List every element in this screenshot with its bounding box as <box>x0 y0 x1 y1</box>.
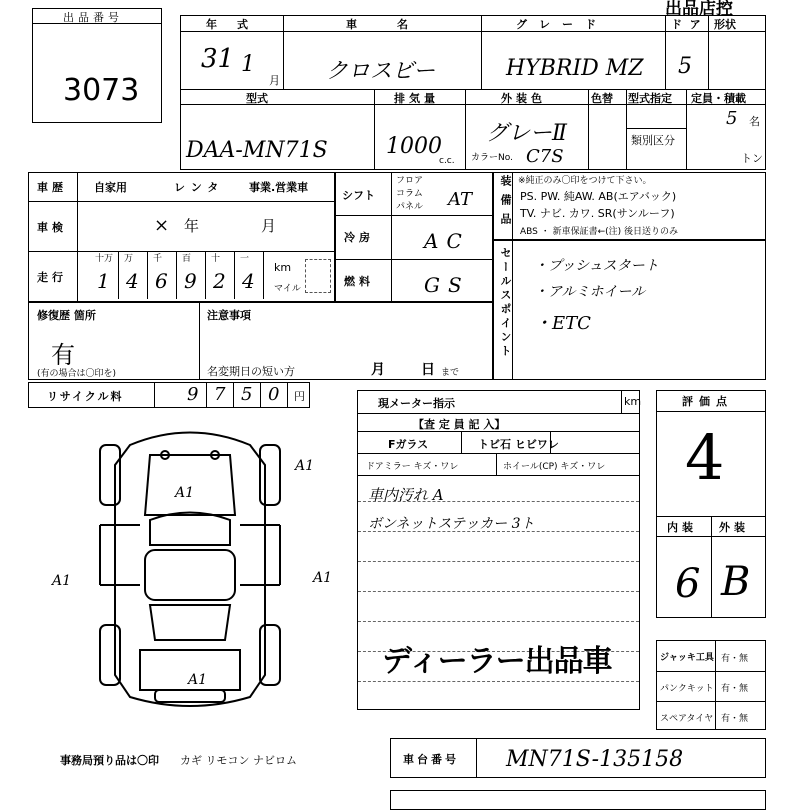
damage-mark-5: A1 <box>188 672 208 688</box>
vehicle-info <box>180 15 766 170</box>
capacity-value: 5 <box>726 108 738 129</box>
recycle-digit: 5 <box>241 384 253 405</box>
bottom-partial-box <box>390 790 766 810</box>
mileage-digit: 4 <box>242 269 255 293</box>
mileage-digit: 9 <box>184 269 197 293</box>
color-no-value: C7S <box>526 146 564 167</box>
damage-mark-1: A1 <box>295 458 315 474</box>
model-value: DAA-MN71S <box>186 138 328 163</box>
repair-value: 有 <box>51 341 75 369</box>
repair-note: (有の場合は〇印を) <box>37 369 117 379</box>
damage-mark-4: A1 <box>313 570 333 586</box>
wheel-label: ホイール(CP) キズ・ワレ <box>503 462 606 472</box>
caution-label: 注意事項 <box>207 309 251 322</box>
repair-section <box>28 302 493 380</box>
grade-value: 4 <box>685 421 725 494</box>
damage-mark-3: A1 <box>52 573 72 589</box>
inspection-year-unit: 年 <box>184 217 200 235</box>
shift-value: AT <box>448 189 473 210</box>
grade-label: グレード <box>516 18 608 31</box>
accessory-puncture-label: パンクキット <box>660 684 714 694</box>
exterior-value: B <box>721 559 751 605</box>
office-note: 事務局預り品は〇印 <box>60 754 159 767</box>
equipment-row1: PS. PW. 純AW. AB(エアバック) <box>520 190 677 203</box>
interior-label: 内装 <box>667 521 697 534</box>
displacement-value: 1000 <box>386 134 442 159</box>
history-option-business[interactable]: 事業.営業車 <box>249 181 309 194</box>
displacement-label: 排気量 <box>394 92 439 105</box>
name-change-day: 日 <box>421 362 435 378</box>
mileage-digit-label: 百 <box>182 254 192 264</box>
exterior-color-value: グレーⅡ <box>486 121 567 146</box>
ac-label: 冷房 <box>344 231 374 244</box>
year-value: 31 <box>201 44 235 74</box>
name-change-month: 月 <box>371 362 385 378</box>
category-label: 類別区分 <box>631 134 675 147</box>
color-no-label: カラーNo. <box>471 153 513 163</box>
recycle-digit: 7 <box>214 384 226 405</box>
month-value: 1 <box>241 52 255 77</box>
repaint-label: 色替 <box>591 92 613 105</box>
displacement-unit: c.c. <box>439 156 455 166</box>
note-2: ボンネットステッカー 3ト <box>368 516 535 532</box>
interior-value: 6 <box>675 561 701 607</box>
shift-option-panel[interactable]: パネル <box>396 202 424 212</box>
equipment-label: 装備品 <box>499 175 512 232</box>
mileage-digit: 4 <box>126 269 139 293</box>
inspector-section <box>357 390 640 710</box>
recycle-label: リサイクル料 <box>47 390 124 403</box>
accessory-jack-value[interactable]: 有・無 <box>721 654 749 664</box>
fuel-label: 燃料 <box>344 275 374 288</box>
shift-option-column[interactable]: コラム <box>396 189 423 199</box>
door-value: 5 <box>678 54 692 79</box>
recycle-digit: 0 <box>268 384 280 405</box>
history-option-rental[interactable]: レンタ <box>174 181 225 194</box>
name-change-label: 名変期日の短い方 <box>207 365 295 378</box>
meter-unit: km <box>624 395 642 408</box>
lot-number: 3073 <box>63 73 140 108</box>
mileage-digit: 2 <box>213 269 226 293</box>
meter-label: 現メーター指示 <box>378 397 455 410</box>
capacity-label: 定員・積載 <box>691 92 746 105</box>
mileage-digit-label: 十万 <box>95 254 114 264</box>
mileage-unit-km: km <box>274 261 292 274</box>
sales-points-section <box>493 240 766 380</box>
accessory-spare-value[interactable]: 有・無 <box>721 714 749 724</box>
history-section <box>28 172 335 302</box>
header-title: 出品店控 <box>665 0 733 19</box>
recycle-unit: 円 <box>294 390 305 403</box>
specs-section <box>335 172 493 302</box>
year-label: 年式 <box>206 18 268 31</box>
ton-unit: トン <box>741 152 763 165</box>
accessories-section <box>656 640 766 730</box>
note-1: 車内汚れ A <box>368 486 444 504</box>
damage-mark-2: A1 <box>175 485 195 501</box>
repair-label: 修復歴 箇所 <box>37 309 96 322</box>
exterior-color-label: 外装色 <box>501 92 546 105</box>
history-option-private[interactable]: 自家用 <box>94 181 127 194</box>
mileage-digit: 1 <box>97 269 110 293</box>
equipment-row2: TV. ナビ. カワ. SR(サンルーフ) <box>520 207 675 220</box>
equipment-section <box>493 172 766 240</box>
recycle-digit: 9 <box>187 384 199 405</box>
inspection-month-unit: 月 <box>261 217 277 235</box>
model-label: 型式 <box>246 92 268 105</box>
type-designation-label: 型式指定 <box>628 92 672 105</box>
name-change-until: まで <box>441 368 460 378</box>
accessory-spare-label: スペアタイヤ <box>660 714 714 724</box>
mileage-digit-label: 十 <box>211 254 221 264</box>
shift-label: シフト <box>342 189 375 202</box>
lot-label: 出品番号 <box>63 11 123 24</box>
glass-label: Fガラス <box>388 438 429 451</box>
history-label: 車歴 <box>37 181 67 194</box>
inspection-value: × <box>154 215 170 236</box>
recycle-section <box>28 382 310 408</box>
month-unit: 月 <box>269 74 280 87</box>
accessory-jack-label: ジャッキ工具 <box>660 653 714 663</box>
capacity-unit: 名 <box>749 115 760 128</box>
name-label: 車名 <box>346 18 448 31</box>
inspection-label: 車検 <box>37 221 67 234</box>
ac-value: AC <box>424 229 470 253</box>
sales-point-2: ・アルミホイール <box>534 284 646 300</box>
sales-points-label: セールスポイント <box>499 247 512 359</box>
mileage-unit-mile: マイル <box>274 284 301 294</box>
shape-label: 形状 <box>714 18 736 31</box>
equipment-row3: ABS ・ 新車保証書←(注) 後日送りのみ <box>520 227 679 237</box>
mileage-digit-label: 一 <box>240 254 250 264</box>
mirror-label: ドアミラー キズ・ワレ <box>366 462 459 472</box>
accessory-puncture-value[interactable]: 有・無 <box>721 684 749 694</box>
mileage-digit-label: 千 <box>153 254 163 264</box>
shift-option-floor[interactable]: フロア <box>396 176 424 186</box>
chassis-value: MN71S-135158 <box>506 747 684 772</box>
lot-box <box>32 8 162 123</box>
exterior-label: 外装 <box>719 521 749 534</box>
chassis-section <box>390 738 766 778</box>
mileage-digit: 6 <box>155 269 168 293</box>
glass-options: トビ石 ヒビワレ <box>478 438 559 451</box>
grade-section <box>656 390 766 618</box>
chassis-label: 車台番号 <box>403 753 459 766</box>
inspector-header: 【査 定 員 記 入】 <box>413 418 506 431</box>
name-value: クロスビー <box>326 59 436 84</box>
sales-point-1: ・プッシュスタート <box>534 258 659 274</box>
sales-point-3: ・ETC <box>534 313 591 334</box>
dealer-stamp: ディーラー出品車 <box>382 644 612 679</box>
fuel-value: GS <box>424 273 470 297</box>
mileage-digit-label: 万 <box>124 254 134 264</box>
office-items: カギ リモコン ナビロム <box>180 754 297 767</box>
equipment-note: ※純正のみ〇印をつけて下さい。 <box>518 176 652 186</box>
grade-value: HYBRID MZ <box>506 56 644 81</box>
mileage-label: 走行 <box>37 271 67 284</box>
grade-label: 評価点 <box>682 395 733 408</box>
door-label: ドア <box>671 18 709 31</box>
